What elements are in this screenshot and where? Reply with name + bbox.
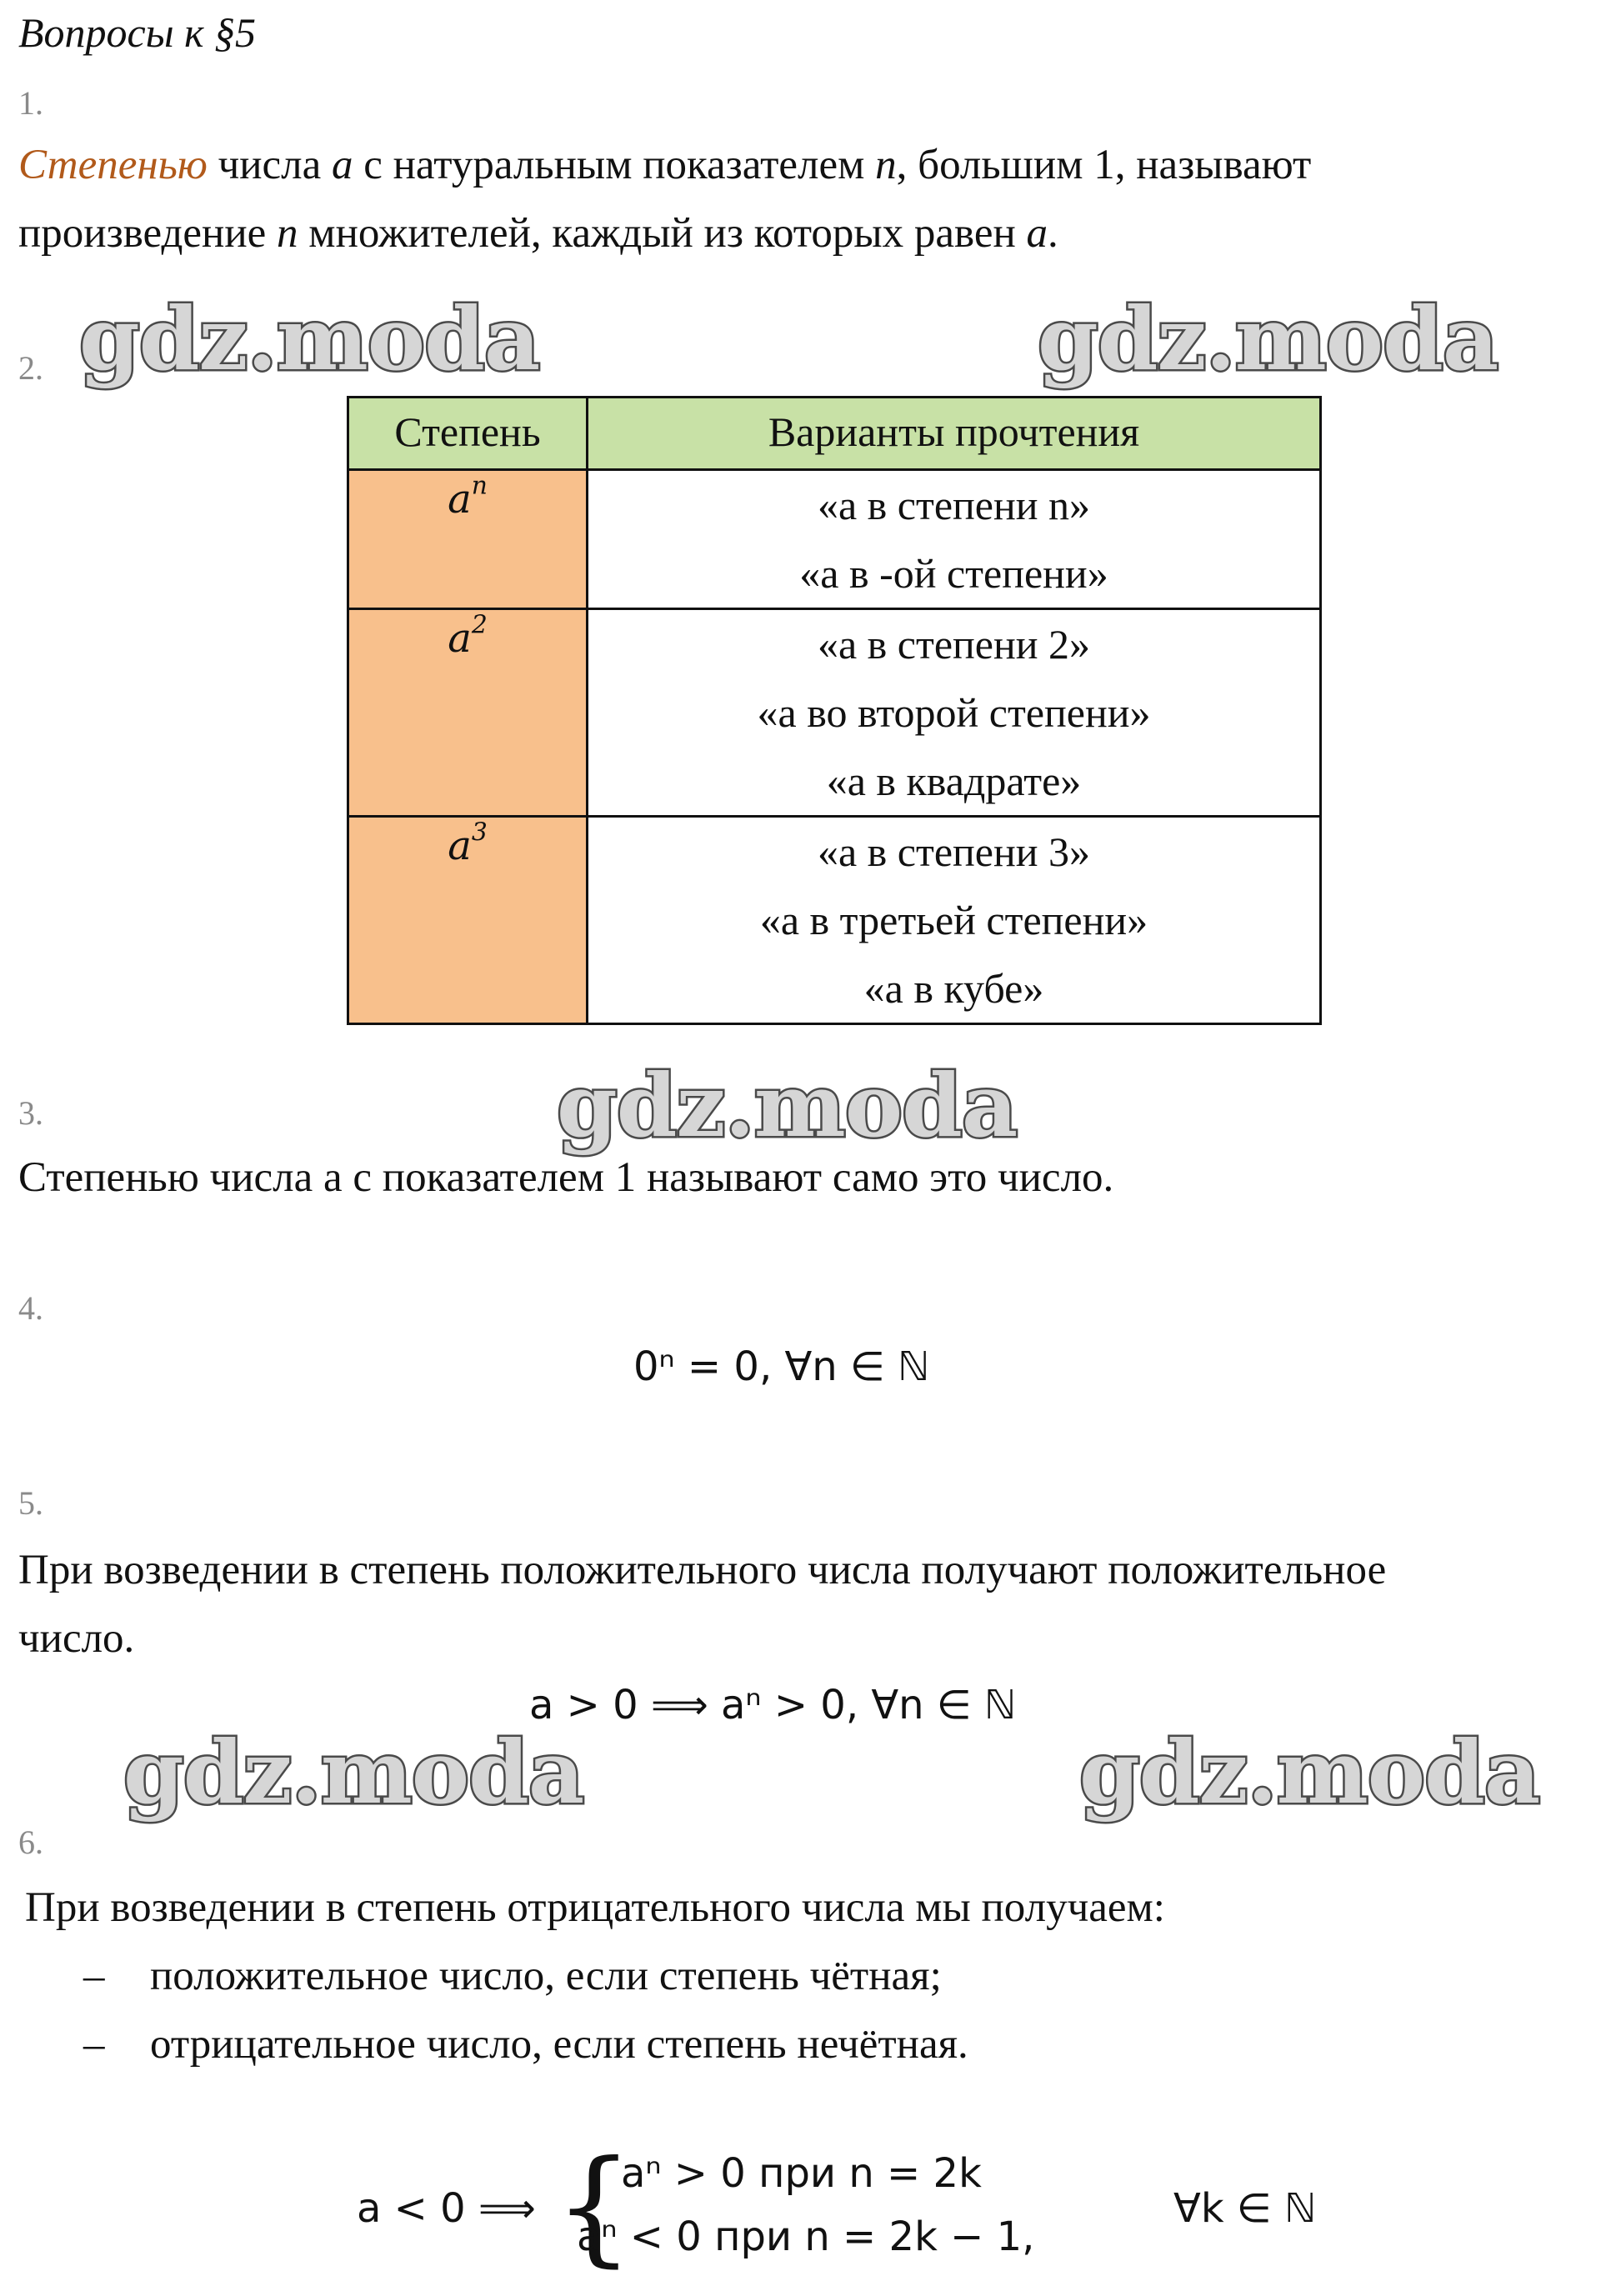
formula-negative-lhs: a < 0 ⟹ [357, 2185, 536, 2232]
question-1-number: 1. [18, 84, 43, 122]
question-3-answer: Степенью числа a с показателем 1 называют само это число. [18, 1154, 1114, 1201]
formula-case-odd: aⁿ < 0 при n = 2k − 1, [577, 2213, 1035, 2260]
reading-item: «a в кубе» [863, 965, 1044, 1012]
var-a: a [331, 142, 353, 188]
var-n-2: n [277, 210, 298, 257]
bullet-marker: – [83, 2021, 105, 2068]
page-heading: Вопросы к §5 [18, 9, 256, 56]
degree-cell: $a^2$ [348, 609, 588, 817]
bullet-marker: – [83, 1953, 105, 1999]
q1-text-d: произведение [18, 210, 267, 257]
watermark-logo: gdz.moda [1038, 288, 1498, 390]
question-4-number: 4. [18, 1289, 43, 1327]
term-highlight: Степенью [18, 142, 208, 188]
question-1-line-2 [18, 199, 1058, 268]
q1-text-c: , большим 1, называют [896, 142, 1312, 188]
question-5-number: 5. [18, 1484, 43, 1522]
readings-cell [588, 609, 1321, 817]
question-3-number: 3. [18, 1094, 43, 1132]
formula-quantifier: ∀k ∈ ℕ [1173, 2185, 1317, 2232]
q1-text-f: . [1048, 210, 1058, 257]
question-6-number: 6. [18, 1823, 43, 1861]
question-2-number: 2. [18, 349, 43, 387]
table-header-row [348, 398, 1321, 470]
list-item: положительное число, если степень чётная; [150, 1953, 942, 1999]
readings-cell [588, 470, 1321, 609]
degree-cell: $a^3$ [348, 817, 588, 1024]
reading-item: «a в третьей степени» [759, 897, 1148, 943]
reading-item: «a во второй степени» [757, 689, 1151, 736]
case-separator: , [1022, 2213, 1035, 2260]
table-row [348, 609, 1321, 817]
reading-item: «a в степени 3» [817, 828, 1090, 875]
table-row [348, 817, 1321, 1024]
question-6-intro: При возведении в степень отрицательного числа мы получаем: [25, 1884, 1165, 1931]
formula-case-even: aⁿ > 0 при n = 2k [621, 2150, 982, 2197]
watermark-logo: gdz.moda [557, 1054, 1018, 1157]
question-5-line-2: число. [18, 1615, 135, 1662]
reading-item: «a в степени n» [817, 482, 1090, 528]
powers-table [347, 396, 1322, 1025]
column-header-readings: Варианты прочтения [588, 398, 1321, 470]
reading-item: «a в квадрате» [826, 758, 1082, 804]
watermark-logo: gdz.moda [1079, 1721, 1540, 1823]
degree-cell: $a^n$ [348, 470, 588, 609]
question-1-line-1 [18, 131, 1311, 199]
q1-text-b: с натуральным показателем [363, 142, 865, 188]
reading-item: «a в -ой степени» [799, 550, 1108, 597]
formula-zero-power: 0ⁿ = 0, ∀n ∈ ℕ [633, 1343, 930, 1390]
column-header-degree: Степень [348, 398, 588, 470]
table-row [348, 470, 1321, 609]
question-5-line-1: При возведении в степень положительного числа получают положительное [18, 1547, 1387, 1593]
readings-cell [588, 817, 1321, 1024]
var-a-2: a [1026, 210, 1048, 257]
q1-text-a: числа [218, 142, 322, 188]
left-brace: { [554, 2134, 634, 2279]
watermark-logo: gdz.moda [79, 288, 540, 390]
formula-positive-power: a > 0 ⟹ aⁿ > 0, ∀n ∈ ℕ [529, 1682, 1017, 1728]
var-n: n [875, 142, 897, 188]
q1-text-e: множителей, каждый из которых равен [308, 210, 1016, 257]
list-item: отрицательное число, если степень нечётная. [150, 2021, 968, 2068]
reading-item: «a в степени 2» [817, 621, 1090, 668]
watermark-logo: gdz.moda [123, 1721, 584, 1823]
